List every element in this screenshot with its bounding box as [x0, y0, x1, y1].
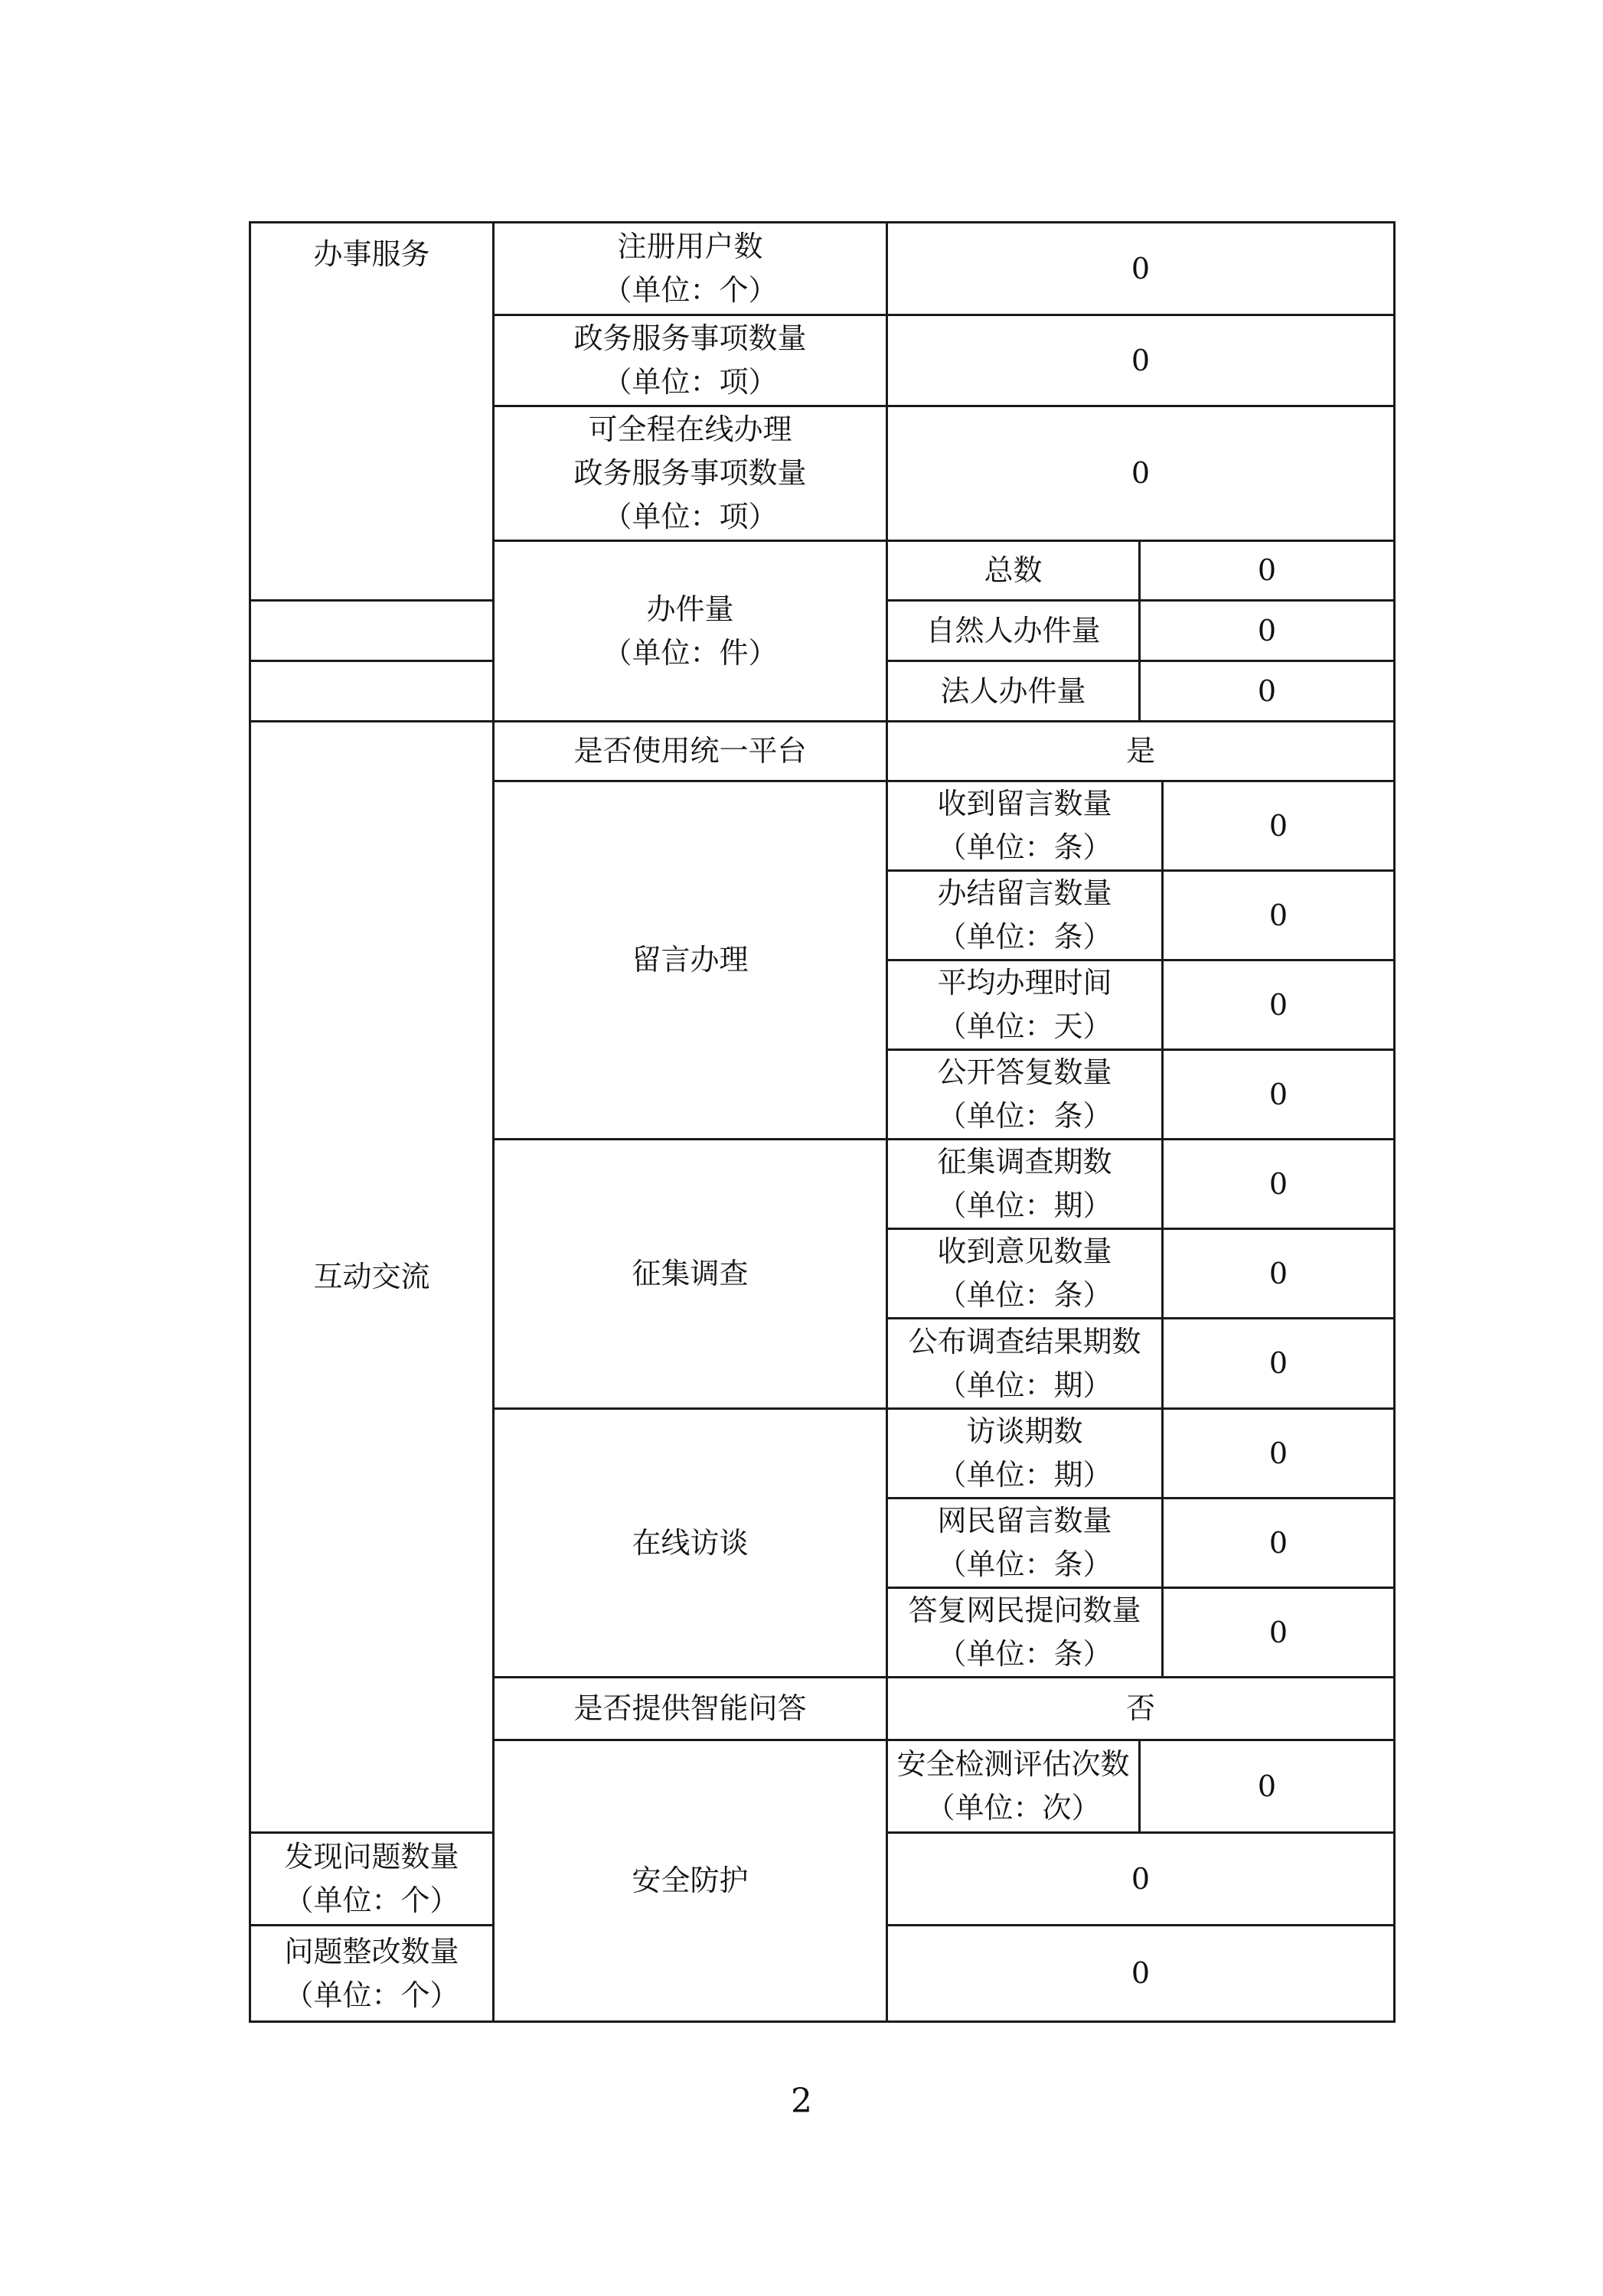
- sub-value-cell: 0: [1163, 1588, 1395, 1678]
- section-cell: 安全防护: [494, 1740, 887, 2022]
- sub-value-cell: 0: [1140, 661, 1395, 722]
- group-label-cell: 留言办理: [494, 781, 887, 1140]
- sub-label-cell: 网民留言数量 （单位：条）: [887, 1499, 1163, 1588]
- sub-label-cell: 法人办件量: [887, 661, 1140, 722]
- metric-value-cell: 0: [887, 1833, 1395, 1926]
- sub-label-cell: 公开答复数量 （单位：条）: [887, 1050, 1163, 1140]
- metric-label-cell: 注册用户数 （单位：个）: [494, 223, 887, 315]
- page-number: 2: [791, 2082, 812, 2121]
- sub-label-cell: 收到意见数量 （单位：条）: [887, 1229, 1163, 1319]
- sub-label-cell: 收到留言数量 （单位：条）: [887, 781, 1163, 871]
- metric-value-cell: 0: [887, 315, 1395, 406]
- sub-label-cell: 公布调查结果期数 （单位：期）: [887, 1319, 1163, 1409]
- sub-value-cell: 0: [1163, 781, 1395, 871]
- sub-value-cell: 0: [1163, 960, 1395, 1050]
- sub-label-cell: 自然人办件量: [887, 601, 1140, 661]
- metric-value-cell: 0: [1140, 1740, 1395, 1833]
- sub-label-cell: 平均办理时间 （单位：天）: [887, 960, 1163, 1050]
- sub-label-cell: 办结留言数量 （单位：条）: [887, 871, 1163, 960]
- sub-value-cell: 0: [1163, 871, 1395, 960]
- group-label-cell: 征集调查: [494, 1140, 887, 1409]
- metric-label-cell: 政务服务事项数量 （单位：项）: [494, 315, 887, 406]
- metric-label-cell: 安全检测评估次数 （单位：次）: [887, 1740, 1140, 1833]
- sub-label-cell: 总数: [887, 541, 1140, 601]
- metric-label-cell: 是否使用统一平台: [494, 722, 887, 781]
- sub-value-cell: 0: [1163, 1499, 1395, 1588]
- sub-label-cell: 征集调查期数 （单位：期）: [887, 1140, 1163, 1229]
- table-row: [250, 722, 1395, 781]
- section-continuation: [250, 661, 494, 722]
- metric-label-cell: 问题整改数量 （单位：个）: [250, 1926, 494, 2022]
- metric-label-cell: 是否提供智能问答: [494, 1678, 887, 1740]
- table-row: [250, 223, 1395, 315]
- section-cell: 办事服务: [250, 223, 494, 601]
- sub-value-cell: 0: [1140, 541, 1395, 601]
- metric-value-cell: 0: [887, 223, 1395, 315]
- metric-value-cell: 是: [887, 722, 1395, 781]
- group-label-cell: 办件量 （单位：件）: [494, 541, 887, 722]
- sub-value-cell: 0: [1140, 601, 1395, 661]
- sub-label-cell: 访谈期数 （单位：期）: [887, 1409, 1163, 1499]
- section-continuation: [250, 601, 494, 661]
- group-label-cell: 在线访谈: [494, 1409, 887, 1678]
- metric-label-cell: 可全程在线办理 政务服务事项数量 （单位：项）: [494, 406, 887, 541]
- metric-label-cell: 发现问题数量 （单位：个）: [250, 1833, 494, 1926]
- metric-value-cell: 否: [887, 1678, 1395, 1740]
- section-cell: 互动交流: [250, 722, 494, 1833]
- stats-table: [249, 221, 1396, 2023]
- sub-value-cell: 0: [1163, 1319, 1395, 1409]
- sub-value-cell: 0: [1163, 1229, 1395, 1319]
- sub-value-cell: 0: [1163, 1140, 1395, 1229]
- metric-value-cell: 0: [887, 1926, 1395, 2022]
- sub-value-cell: 0: [1163, 1050, 1395, 1140]
- metric-value-cell: 0: [887, 406, 1395, 541]
- sub-label-cell: 答复网民提问数量 （单位：条）: [887, 1588, 1163, 1678]
- sub-value-cell: 0: [1163, 1409, 1395, 1499]
